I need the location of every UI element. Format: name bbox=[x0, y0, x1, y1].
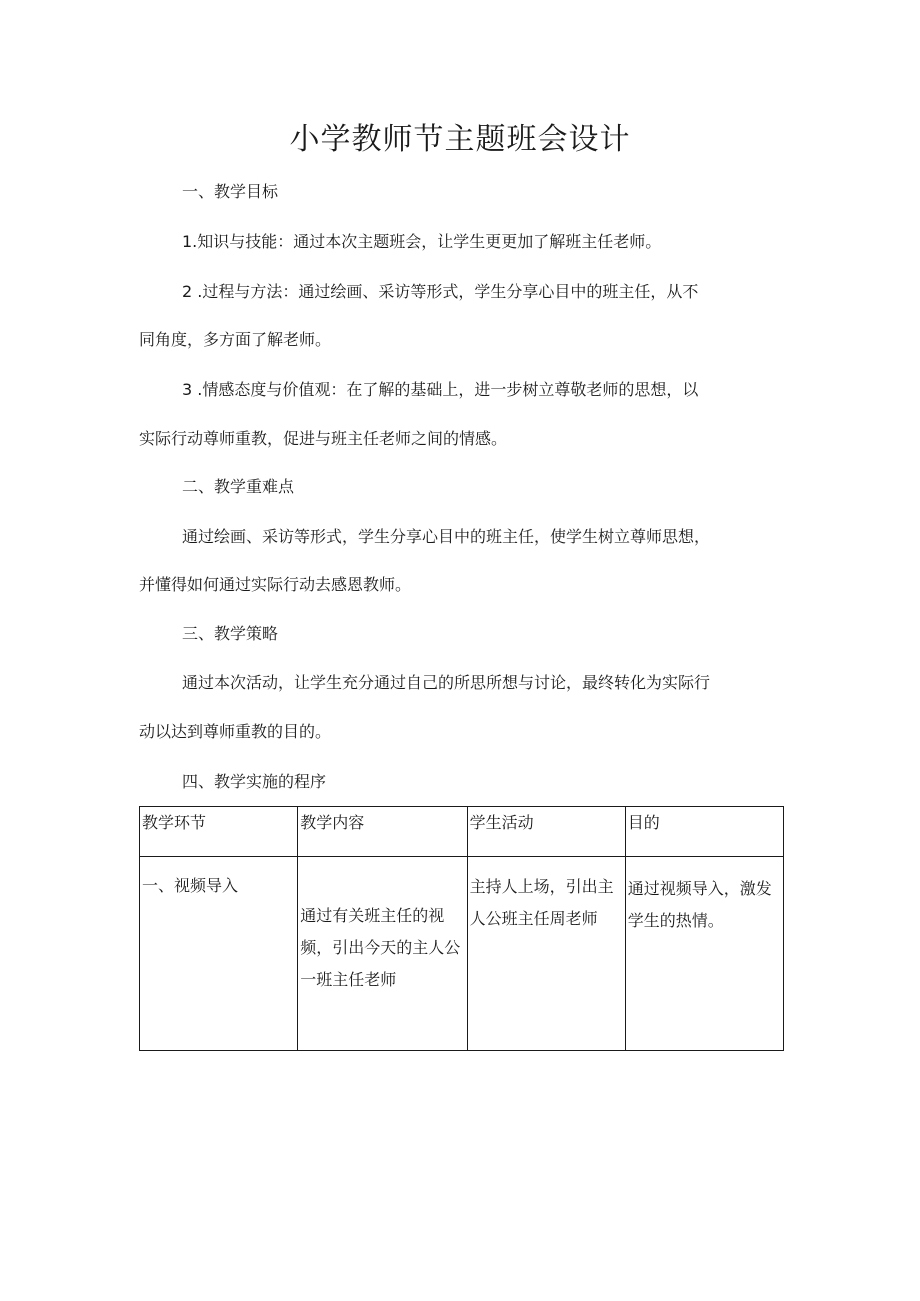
objective-item-2-line-2: 同角度，多方面了解老师。 bbox=[139, 330, 332, 349]
cell-purpose: 通过视频导入，激发学生的热情。 bbox=[625, 857, 783, 1051]
cell-content: 通过有关班主任的视频，引出今天的主人公一班主任老师 bbox=[298, 857, 467, 1051]
header-stage: 教学环节 bbox=[140, 807, 298, 857]
objective-item-2-line-1: 2 .过程与方法：通过绘画、采访等形式，学生分享心目中的班主任，从不 bbox=[182, 282, 699, 301]
procedure-table bbox=[139, 806, 784, 1051]
cell-activity: 主持人上场，引出主人公班主任周老师 bbox=[467, 857, 625, 1051]
strategy-line-1: 通过本次活动，让学生充分通过自己的所思所想与讨论，最终转化为实际行 bbox=[182, 673, 711, 692]
key-points-line-1: 通过绘画、采访等形式，学生分享心目中的班主任，使学生树立尊师思想， bbox=[182, 527, 711, 546]
section-heading-key-points: 二、教学重难点 bbox=[182, 477, 295, 496]
page-title: 小学教师节主题班会设计 bbox=[289, 122, 631, 157]
objective-item-1: 1.知识与技能：通过本次主题班会，让学生更更加了解班主任老师。 bbox=[182, 232, 662, 251]
section-heading-objectives: 一、教学目标 bbox=[182, 182, 279, 201]
key-points-line-2: 并懂得如何通过实际行动去感恩教师。 bbox=[139, 575, 412, 594]
cell-stage: 一、视频导入 bbox=[140, 857, 298, 1051]
table-header-row bbox=[140, 807, 784, 857]
objective-item-3-line-2: 实际行动尊师重教，促进与班主任老师之间的情感。 bbox=[139, 429, 508, 448]
table-row bbox=[140, 857, 784, 1051]
strategy-line-2: 动以达到尊师重教的目的。 bbox=[139, 722, 332, 741]
header-purpose: 目的 bbox=[625, 807, 783, 857]
header-content: 教学内容 bbox=[298, 807, 467, 857]
section-heading-strategy: 三、教学策略 bbox=[182, 624, 279, 643]
objective-item-3-line-1: 3 .情感态度与价值观：在了解的基础上，进一步树立尊敬老师的思想，以 bbox=[182, 380, 699, 399]
header-activity: 学生活动 bbox=[467, 807, 625, 857]
section-heading-procedure: 四、教学实施的程序 bbox=[182, 772, 327, 791]
